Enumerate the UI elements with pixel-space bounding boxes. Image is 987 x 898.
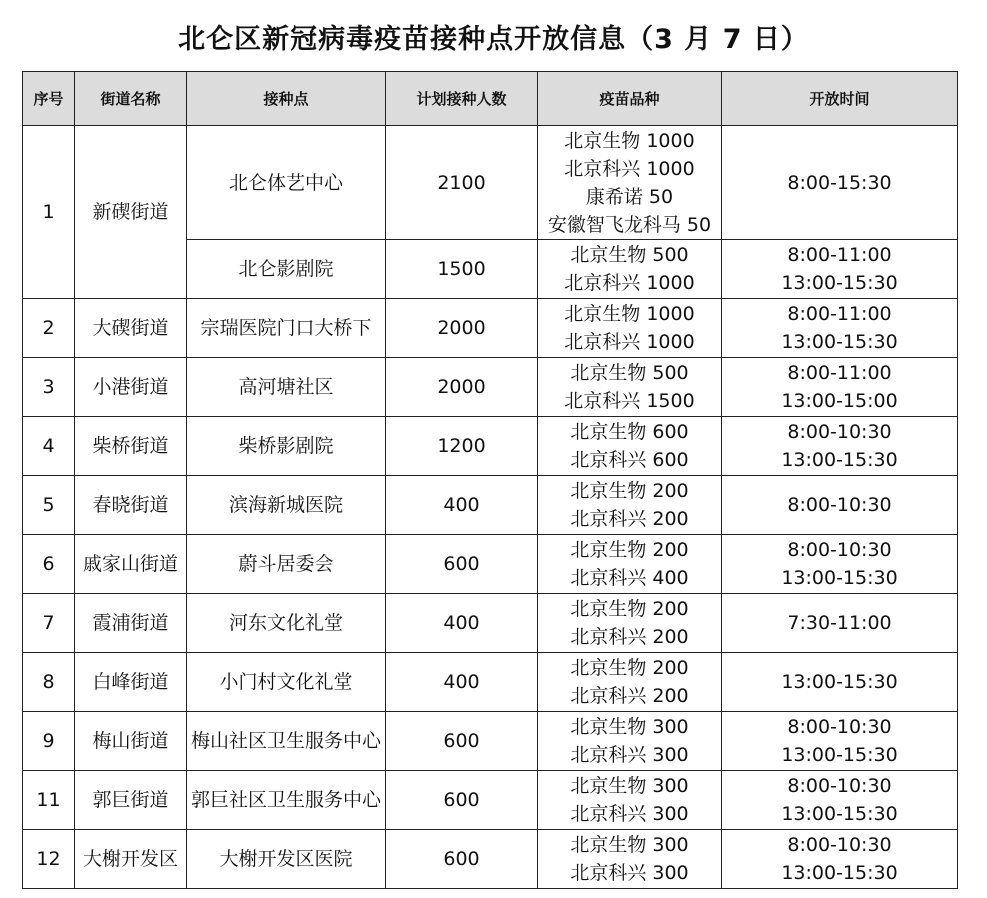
vaccine-list	[538, 299, 722, 358]
open-time-list-line: 8:00-11:00	[787, 244, 892, 266]
table-header-row	[23, 72, 958, 126]
vaccine-list-line: 康希诺 50	[585, 185, 674, 208]
street-name: 大碶街道	[75, 299, 187, 358]
vaccine-list-line: 安徽智飞龙科马 50	[547, 213, 712, 236]
planned-count: 1200	[386, 417, 538, 476]
header-site: 接种点	[187, 72, 386, 126]
table-row	[23, 476, 958, 535]
planned-count: 400	[386, 594, 538, 653]
header-open-time: 开放时间	[722, 72, 958, 126]
table-row	[23, 358, 958, 417]
open-time-list	[722, 535, 958, 594]
vaccine-list-line: 北京科兴 1500	[564, 390, 695, 412]
vaccine-list	[538, 417, 722, 476]
vaccine-list-line: 北京生物 300	[570, 775, 689, 797]
site-name: 蔚斗居委会	[187, 535, 386, 594]
site-name: 北仑体艺中心	[187, 126, 386, 240]
open-time-list-line: 13:00-15:00	[781, 390, 898, 412]
open-time-list-line: 13:00-15:30	[781, 862, 898, 884]
open-time-list-line: 13:00-15:30	[781, 567, 898, 589]
page-title: 北仑区新冠病毒疫苗接种点开放信息（3 月 7 日）	[178, 24, 809, 55]
vaccine-list-line: 北京科兴 200	[570, 508, 689, 530]
vaccine-list-line: 北京生物 200	[570, 539, 689, 561]
table-row	[23, 653, 958, 712]
site-name: 宗瑞医院门口大桥下	[187, 299, 386, 358]
vaccine-list	[538, 358, 722, 417]
street-name: 白峰街道	[75, 653, 187, 712]
vaccine-list-line: 北京生物 500	[570, 244, 689, 266]
street-name: 春晓街道	[75, 476, 187, 535]
open-time-list	[722, 594, 958, 653]
street-name: 新碶街道	[75, 126, 187, 299]
vaccine-list	[538, 476, 722, 535]
planned-count: 600	[386, 535, 538, 594]
table-row	[23, 712, 958, 771]
vaccine-list	[538, 712, 722, 771]
vaccine-list-line: 北京生物 500	[570, 362, 689, 384]
header-planned-count: 计划接种人数	[386, 72, 538, 126]
table-row	[23, 126, 958, 240]
open-time-list-line: 8:00-11:00	[787, 303, 892, 325]
site-name: 北仑影剧院	[187, 240, 386, 299]
open-time-list-line: 13:00-15:30	[781, 272, 898, 294]
planned-count: 1500	[386, 240, 538, 299]
vaccine-list-line: 北京科兴 300	[570, 744, 689, 766]
site-name: 柴桥影剧院	[187, 417, 386, 476]
vaccine-list-line: 北京科兴 300	[570, 862, 689, 884]
open-time-list	[722, 299, 958, 358]
row-number: 3	[23, 358, 75, 417]
open-time-list	[722, 240, 958, 299]
table-row	[23, 771, 958, 830]
street-name: 柴桥街道	[75, 417, 187, 476]
planned-count: 2000	[386, 358, 538, 417]
vaccine-list	[538, 240, 722, 299]
table-row	[23, 417, 958, 476]
planned-count: 600	[386, 771, 538, 830]
header-vaccine-type: 疫苗品种	[538, 72, 722, 126]
vaccine-list-line: 北京生物 300	[570, 834, 689, 856]
vaccine-list-line: 北京科兴 1000	[564, 157, 695, 180]
planned-count: 2100	[386, 126, 538, 240]
vaccine-list	[538, 126, 722, 240]
open-time-list	[722, 653, 958, 712]
open-time-list-line: 7:30-11:00	[787, 612, 892, 634]
table-row	[23, 830, 958, 889]
vaccine-list	[538, 771, 722, 830]
planned-count: 600	[386, 712, 538, 771]
street-name: 小港街道	[75, 358, 187, 417]
table-row	[23, 594, 958, 653]
table-row	[23, 299, 958, 358]
vaccine-list	[538, 830, 722, 889]
row-number: 6	[23, 535, 75, 594]
open-time-list	[722, 830, 958, 889]
street-name: 戚家山街道	[75, 535, 187, 594]
open-time-list	[722, 712, 958, 771]
row-number: 2	[23, 299, 75, 358]
open-time-list-line: 8:00-10:30	[787, 834, 892, 856]
vaccine-list-line: 北京科兴 200	[570, 685, 689, 707]
open-time-list-line: 8:00-15:30	[787, 171, 892, 194]
header-street: 街道名称	[75, 72, 187, 126]
row-number: 9	[23, 712, 75, 771]
vaccine-list-line: 北京科兴 200	[570, 626, 689, 648]
vaccine-list-line: 北京生物 1000	[564, 303, 695, 325]
vaccine-list-line: 北京科兴 600	[570, 449, 689, 471]
vaccine-list-line: 北京科兴 400	[570, 567, 689, 589]
site-name: 郭巨社区卫生服务中心	[187, 771, 386, 830]
vaccine-list-line: 北京生物 600	[570, 421, 689, 443]
planned-count: 400	[386, 653, 538, 712]
row-number: 1	[23, 126, 75, 299]
vaccine-list-line: 北京生物 200	[570, 657, 689, 679]
open-time-list-line: 13:00-15:30	[781, 744, 898, 766]
open-time-list-line: 8:00-10:30	[787, 716, 892, 738]
open-time-list	[722, 476, 958, 535]
vaccine-list-line: 北京科兴 1000	[564, 331, 695, 353]
open-time-list-line: 13:00-15:30	[781, 331, 898, 353]
open-time-list	[722, 417, 958, 476]
open-time-list	[722, 771, 958, 830]
site-name: 小门村文化礼堂	[187, 653, 386, 712]
header-no: 序号	[23, 72, 75, 126]
planned-count: 400	[386, 476, 538, 535]
vaccine-list-line: 北京生物 300	[570, 716, 689, 738]
vaccine-list-line: 北京科兴 1000	[564, 272, 695, 294]
vaccine-list-line: 北京生物 200	[570, 598, 689, 620]
street-name: 霞浦街道	[75, 594, 187, 653]
open-time-list-line: 8:00-11:00	[787, 362, 892, 384]
open-time-list-line: 13:00-15:30	[781, 449, 898, 471]
street-name: 郭巨街道	[75, 771, 187, 830]
vaccine-list	[538, 653, 722, 712]
open-time-list-line: 13:00-15:30	[781, 803, 898, 825]
row-number: 5	[23, 476, 75, 535]
open-time-list-line: 8:00-10:30	[787, 421, 892, 443]
vaccine-list-line: 北京科兴 300	[570, 803, 689, 825]
row-number: 8	[23, 653, 75, 712]
row-number: 11	[23, 771, 75, 830]
table-row	[23, 535, 958, 594]
vaccine-list	[538, 535, 722, 594]
open-time-list-line: 13:00-15:30	[781, 671, 898, 693]
vaccine-list	[538, 594, 722, 653]
site-name: 梅山社区卫生服务中心	[187, 712, 386, 771]
row-number: 7	[23, 594, 75, 653]
row-number: 12	[23, 830, 75, 889]
site-name: 滨海新城医院	[187, 476, 386, 535]
open-time-list-line: 8:00-10:30	[787, 539, 892, 561]
site-name: 高河塘社区	[187, 358, 386, 417]
open-time-list-line: 8:00-10:30	[787, 775, 892, 797]
row-number: 4	[23, 417, 75, 476]
vaccine-list-line: 北京生物 1000	[564, 129, 695, 152]
open-time-list	[722, 358, 958, 417]
site-name: 河东文化礼堂	[187, 594, 386, 653]
vaccination-sites-table	[22, 71, 958, 889]
open-time-list-line: 8:00-10:30	[787, 494, 892, 516]
open-time-list	[722, 126, 958, 240]
planned-count: 600	[386, 830, 538, 889]
street-name: 大榭开发区	[75, 830, 187, 889]
vaccine-list-line: 北京生物 200	[570, 480, 689, 502]
site-name: 大榭开发区医院	[187, 830, 386, 889]
planned-count: 2000	[386, 299, 538, 358]
street-name: 梅山街道	[75, 712, 187, 771]
